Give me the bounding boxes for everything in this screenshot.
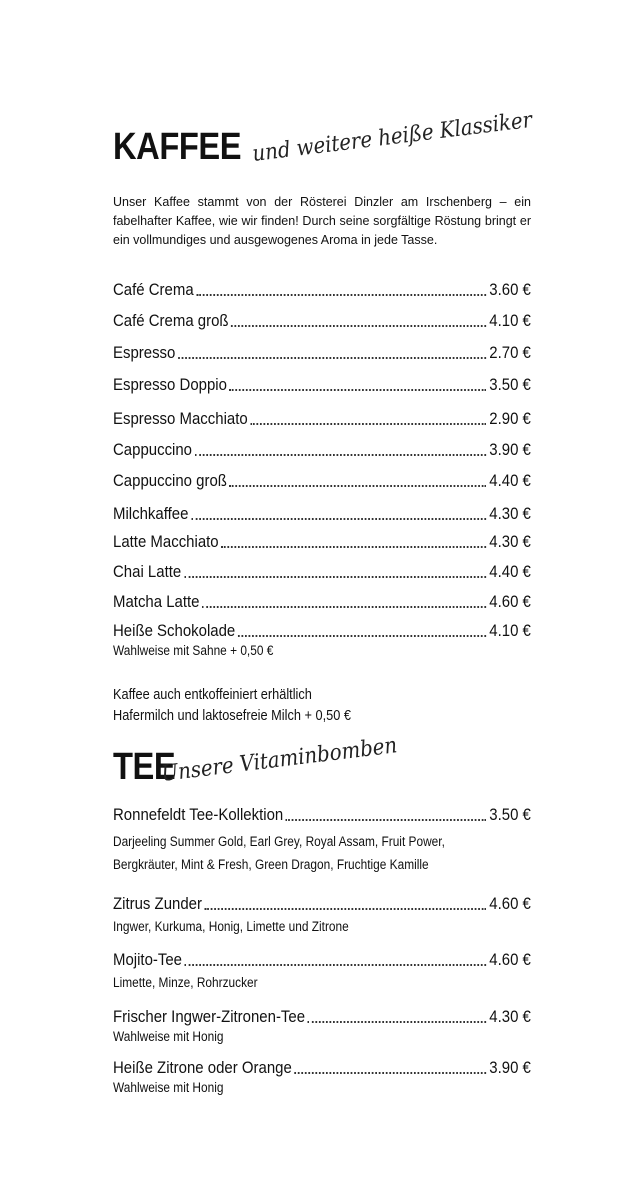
item-name: Frischer Ingwer-Zitronen-Tee [113,1007,306,1026]
list-item [113,311,531,331]
item-price: 3.90 € [489,1058,531,1077]
item-price: 4.30 € [489,504,531,523]
dot-leader [195,451,486,456]
item-name: Latte Macchiato [113,532,219,551]
list-item [113,562,531,582]
dot-leader [202,603,486,608]
list-item [113,471,531,491]
item-note: Ingwer, Kurkuma, Honig, Limette und Zitrone [113,919,349,934]
list-item [113,621,531,641]
item-price: 3.60 € [489,280,531,299]
item-note: Bergkräuter, Mint & Fresh, Green Dragon, Fruchtige Kamille [113,857,429,872]
dot-leader [191,515,486,520]
list-item [113,894,531,914]
item-price: 4.30 € [489,1007,531,1026]
item-price: 2.90 € [489,409,531,428]
kaffee-footnotes [113,685,531,727]
dot-leader [308,1018,486,1023]
kaffee-header [113,107,567,168]
item-name: Cappuccino groß [113,471,227,490]
item-price: 4.60 € [489,894,531,913]
dot-leader [294,1069,485,1074]
list-item [113,280,531,300]
dot-leader [230,482,486,487]
list-item [113,1058,531,1078]
list-item [113,1007,531,1027]
item-note: Limette, Minze, Rohrzucker [113,975,258,990]
item-price: 4.30 € [489,532,531,551]
item-price: 3.50 € [489,805,531,824]
item-name: Ronnefeldt Tee-Kollektion [113,805,284,824]
list-item [113,950,531,970]
item-name: Espresso [113,343,176,362]
item-price: 4.40 € [489,562,531,581]
list-item [113,343,531,363]
footnote-milk: Hafermilch und laktosefreie Milch + 0,50 € [113,708,351,724]
item-note: Wahlweise mit Honig [113,1029,224,1044]
list-item [113,805,531,825]
dot-leader [250,420,485,425]
list-item [113,504,531,524]
kaffee-title: KAFFEE [113,126,242,168]
dot-leader [238,632,486,637]
item-name: Heiße Schokolade [113,621,236,640]
dot-leader [196,291,485,296]
item-price: 2.70 € [489,343,531,362]
item-name: Espresso Doppio [113,375,227,394]
item-name: Matcha Latte [113,592,200,611]
tee-title: TEE [113,746,176,788]
tee-subtitle: Unsere Vitaminbomben [160,733,399,787]
kaffee-intro: Unser Kaffee stammt von der Rösterei Dinzler am Irschenberg – ein fabelhafter Kaffee, wie wir finden! Durch seine sorgfältige Röstung bringt er ein vollmundiges und ausgewogenes Aroma in jede Tasse. [113,195,531,247]
dot-leader [231,322,486,327]
dot-leader [286,816,486,821]
footnote-decaf: Kaffee auch entkoffeiniert erhältlich [113,687,312,703]
item-price: 4.40 € [489,471,531,490]
item-price: 3.90 € [489,440,531,459]
item-note: Wahlweise mit Sahne + 0,50 € [113,643,274,658]
item-name: Heiße Zitrone oder Orange [113,1058,292,1077]
list-item [113,592,531,612]
list-item [113,409,531,429]
item-name: Cappuccino [113,440,193,459]
item-name: Mojito-Tee [113,950,183,969]
dot-leader [230,386,486,391]
item-name: Café Crema [113,280,194,299]
list-item [113,440,531,460]
item-name: Café Crema groß [113,311,229,330]
item-name: Zitrus Zunder [113,894,202,913]
item-price: 4.60 € [489,592,531,611]
item-price: 4.60 € [489,950,531,969]
item-name: Milchkaffee [113,504,189,523]
item-name: Chai Latte [113,562,182,581]
item-note: Darjeeling Summer Gold, Earl Grey, Royal Assam, Fruit Power, [113,834,445,849]
item-name: Espresso Macchiato [113,409,248,428]
dot-leader [185,961,486,966]
tee-header [113,733,427,788]
kaffee-subtitle: und weitere heiße Klassiker [251,107,534,167]
item-price: 4.10 € [489,621,531,640]
dot-leader [184,573,486,578]
item-note: Wahlweise mit Honig [113,1080,224,1095]
dot-leader [205,905,486,910]
list-item [113,375,531,395]
item-price: 3.50 € [489,375,531,394]
dot-leader [178,354,486,359]
list-item [113,532,531,552]
dot-leader [221,543,485,548]
item-price: 4.10 € [489,311,531,330]
